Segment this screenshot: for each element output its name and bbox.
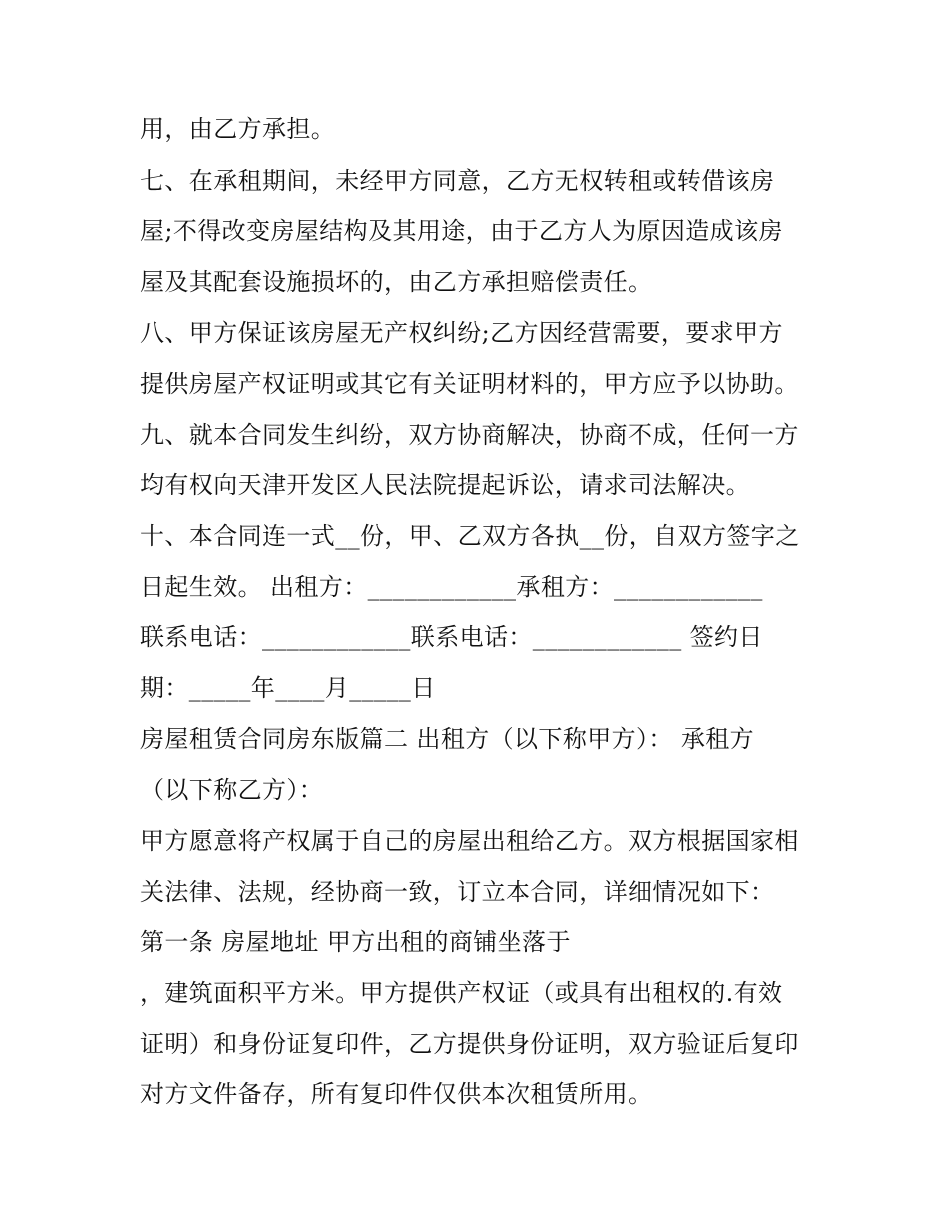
- text-line: 关法律、法规，经协商一致，订立本合同，详细情况如下：: [140, 878, 775, 906]
- text-line: 对方文件备存，所有复印件仅供本次租赁所用。: [140, 1080, 653, 1108]
- text-line: 九、就本合同发生纠纷，双方协商解决，协商不成，任何一方: [140, 421, 799, 449]
- text-line: 证明）和身份证复印件，乙方提供身份证明，双方验证后复印: [140, 1030, 799, 1058]
- text-line: 提供房屋产权证明或其它有关证明材料的，甲方应予以协助。: [140, 370, 799, 398]
- text-line: 屋及其配套设施损坏的，由乙方承担赔偿责任。: [140, 268, 653, 296]
- text-line: 均有权向天津开发区人民法院提起诉讼，请求司法解决。: [140, 471, 750, 499]
- text-line: 甲方愿意将产权属于自己的房屋出租给乙方。双方根据国家相: [140, 827, 799, 855]
- text-line: 期：_____年____月_____日: [140, 674, 436, 702]
- text-line: 第一条 房屋地址 甲方出租的商铺坐落于: [140, 928, 571, 956]
- text-line: （以下称乙方）：: [140, 776, 324, 804]
- text-line: 联系电话：____________联系电话：____________ 签约日: [140, 623, 763, 651]
- text-line: 八、甲方保证该房屋无产权纠纷;乙方因经营需要，要求甲方: [140, 319, 783, 347]
- text-line: 七、在承租期间，未经甲方同意，乙方无权转租或转借该房: [140, 167, 775, 195]
- text-line: 屋;不得改变房屋结构及其用途，由于乙方人为原因造成该房: [140, 217, 783, 245]
- text-line: 房屋租赁合同房东版篇二 出租方（以下称甲方）： 承租方: [140, 725, 755, 753]
- text-line: 用，由乙方承担。: [140, 115, 336, 143]
- text-line: 十、本合同连一式__份，甲、乙双方各执__份，自双方签字之: [140, 522, 800, 550]
- text-line: 日起生效。 出租方：____________承租方：____________: [140, 573, 763, 601]
- text-line: ，建筑面积平方米。甲方提供产权证（或具有出租权的.有效: [140, 979, 783, 1007]
